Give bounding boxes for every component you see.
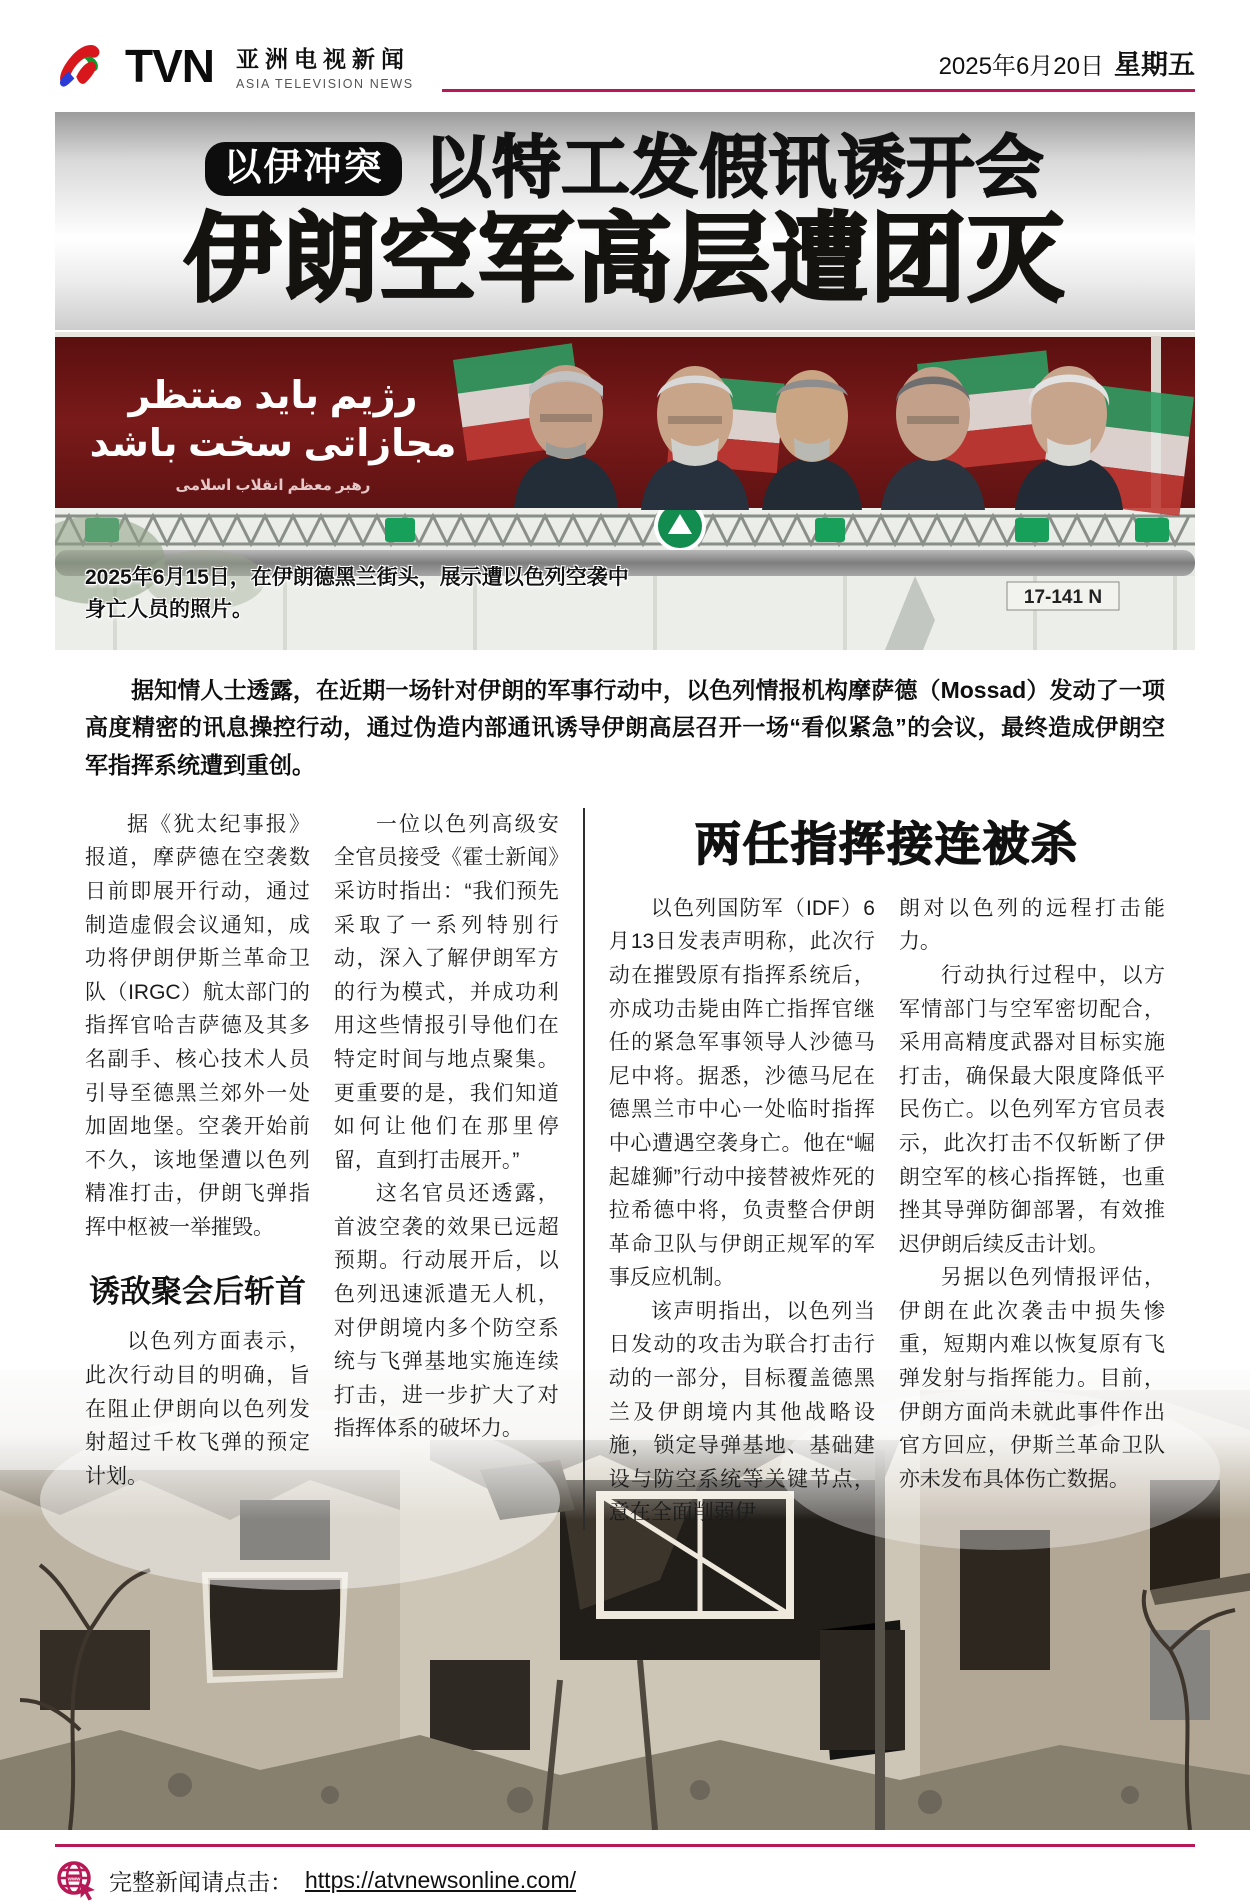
lead-paragraph: 据知情人士透露，在近期一场针对伊朗的军事行动中，以色列情报机构摩萨德（Mossad）发动了一项高度精密的讯息操控行动，通过伪造内部通讯诱导伊朗高层召开一场“看似紧急”的会议，最终造成伊朗空军指挥系统遭到重创。 (85, 677, 1165, 778)
kicker-headline: 以特工发假讯诱开会 (423, 130, 1045, 207)
right-section (583, 808, 1165, 1530)
paragraph: 朗对以色列的远程打击能力。 (898, 896, 1166, 954)
brand-logo (55, 40, 414, 92)
column-4 (899, 892, 1165, 1530)
page-footer (55, 1844, 1195, 1901)
billboard-photo (55, 330, 1195, 650)
main-headline: 伊朗空军高层遭团灭 (184, 205, 1066, 313)
farsi-line3: رهبر معظم انقلاب اسلامی (175, 477, 371, 494)
photo-caption: 2025年6月15日，在伊朗德黑兰街头，展示遭以色列空袭中身亡人员的照片。 (85, 566, 629, 621)
paragraph: 一位以色列高级安全官员接受《霍士新闻》采访时指出：“我们预先采取了一系列特别行动，深入了解伊朗军方的行为模式，并成功利用这些情报引导他们在特定时间与地点聚集。更重要的是，我们知道如何让他们在那里停留，直到打击展开。” (333, 812, 559, 1172)
paragraph: 行动执行过程中，以方军情部门与空军密切配合，采用高精度武器对目标实施打击，确保最大限度降低平民伤亡。以色列军方官员表示，此次打击不仅斩断了伊朗空军的核心指挥链，也重挫其导弹防御部署，有效推迟伊朗后续反击计划。 (898, 963, 1166, 1256)
footer-label: 完整新闻请点击： (109, 1868, 293, 1895)
paragraph: 另据以色列情报评估，伊朗在此次袭击中损失惨重，短期内难以恢复原有飞弹发射与指挥能力。目前，伊朗方面尚未就此事件作出官方回应，伊斯兰革命卫队亦未发布具体伤亡数据。 (898, 1266, 1166, 1491)
second-headline: 两任指挥接连被杀 (694, 817, 1079, 870)
topic-badge: 以伊冲突 (205, 142, 401, 196)
dateline (442, 51, 1195, 83)
atvn-logo-icon (55, 40, 113, 92)
svg-text:www: www (67, 1876, 81, 1883)
brand-name-cn: 亚洲电视新闻 (236, 46, 410, 72)
weekday-text: 星期五 (1114, 50, 1195, 81)
headline-block (55, 112, 1195, 330)
column-2 (334, 808, 559, 1530)
column-3 (609, 892, 875, 1530)
column-1 (85, 808, 310, 1530)
paragraph: 以色列方面表示，此次行动目的明确，旨在阻止伊朗向以色列发射超过千枚飞弹的预定计划。 (85, 1330, 310, 1488)
article-columns (0, 808, 1250, 1530)
paragraph: 这名官员还透露，首波空袭的效果已远超预期。行动展开后，以色列迅速派遣无人机，对伊朗境内多个防空系统与飞弹基地实施连续打击，进一步扩大了对指挥体系的破坏力。 (333, 1182, 559, 1441)
farsi-line1: رژیم باید منتظر (128, 375, 418, 417)
paragraph: 以色列国防军（IDF）6月13日发表声明称，此次行动在摧毁原有指挥系统后，亦成功击毙由阵亡指挥官继任的紧急军事领导人沙德马尼中将。据悉，沙德马尼在德黑兰市中心一处临时指挥中心遭遇空袭身亡。他在“崛起雄狮”行动中接替被炸死的拉希德中将，负责整合伊朗革命卫队与伊朗正规军的军事反应机制。 (608, 896, 875, 1290)
page-header (0, 0, 1250, 92)
date-text: 2025年6月20日 (938, 53, 1104, 81)
footer-url-link[interactable]: https://atvnewsonline.com/ (305, 1866, 577, 1893)
paragraph: 该声明指出，以色列当日发动的攻击为联合打击行动的一部分，目标覆盖德黑兰及伊朗境内其他战略设施，锁定导弹基地、基础建设与防空系统等关键节点，意在全面削弱伊 (608, 1299, 875, 1525)
sub-headline: 诱敌聚会后斩首 (88, 1274, 306, 1310)
logo-text: TVN (125, 40, 214, 92)
header-rule (442, 26, 1195, 92)
globe-cursor-icon (55, 1859, 97, 1901)
paragraph: 据《犹太纪事报》报道，摩萨德在空袭数日前即展开行动，通过制造虚假会议通知，成功将伊朗伊斯兰革命卫队（IRGC）航太部门的指挥官哈吉萨德及其多名副手、核心技术人员引导至德黑兰郊外一处加固地堡。空袭开始前不久，该地堡遭以色列精准打击，伊朗飞弹指挥中枢被一举摧毁。 (85, 812, 310, 1239)
road-sign-text: 17-141 N (1023, 587, 1103, 608)
brand-name-en: ASIA TELEVISION NEWS (236, 77, 414, 91)
farsi-line2: مجازاتی سخت باشد (89, 423, 457, 465)
